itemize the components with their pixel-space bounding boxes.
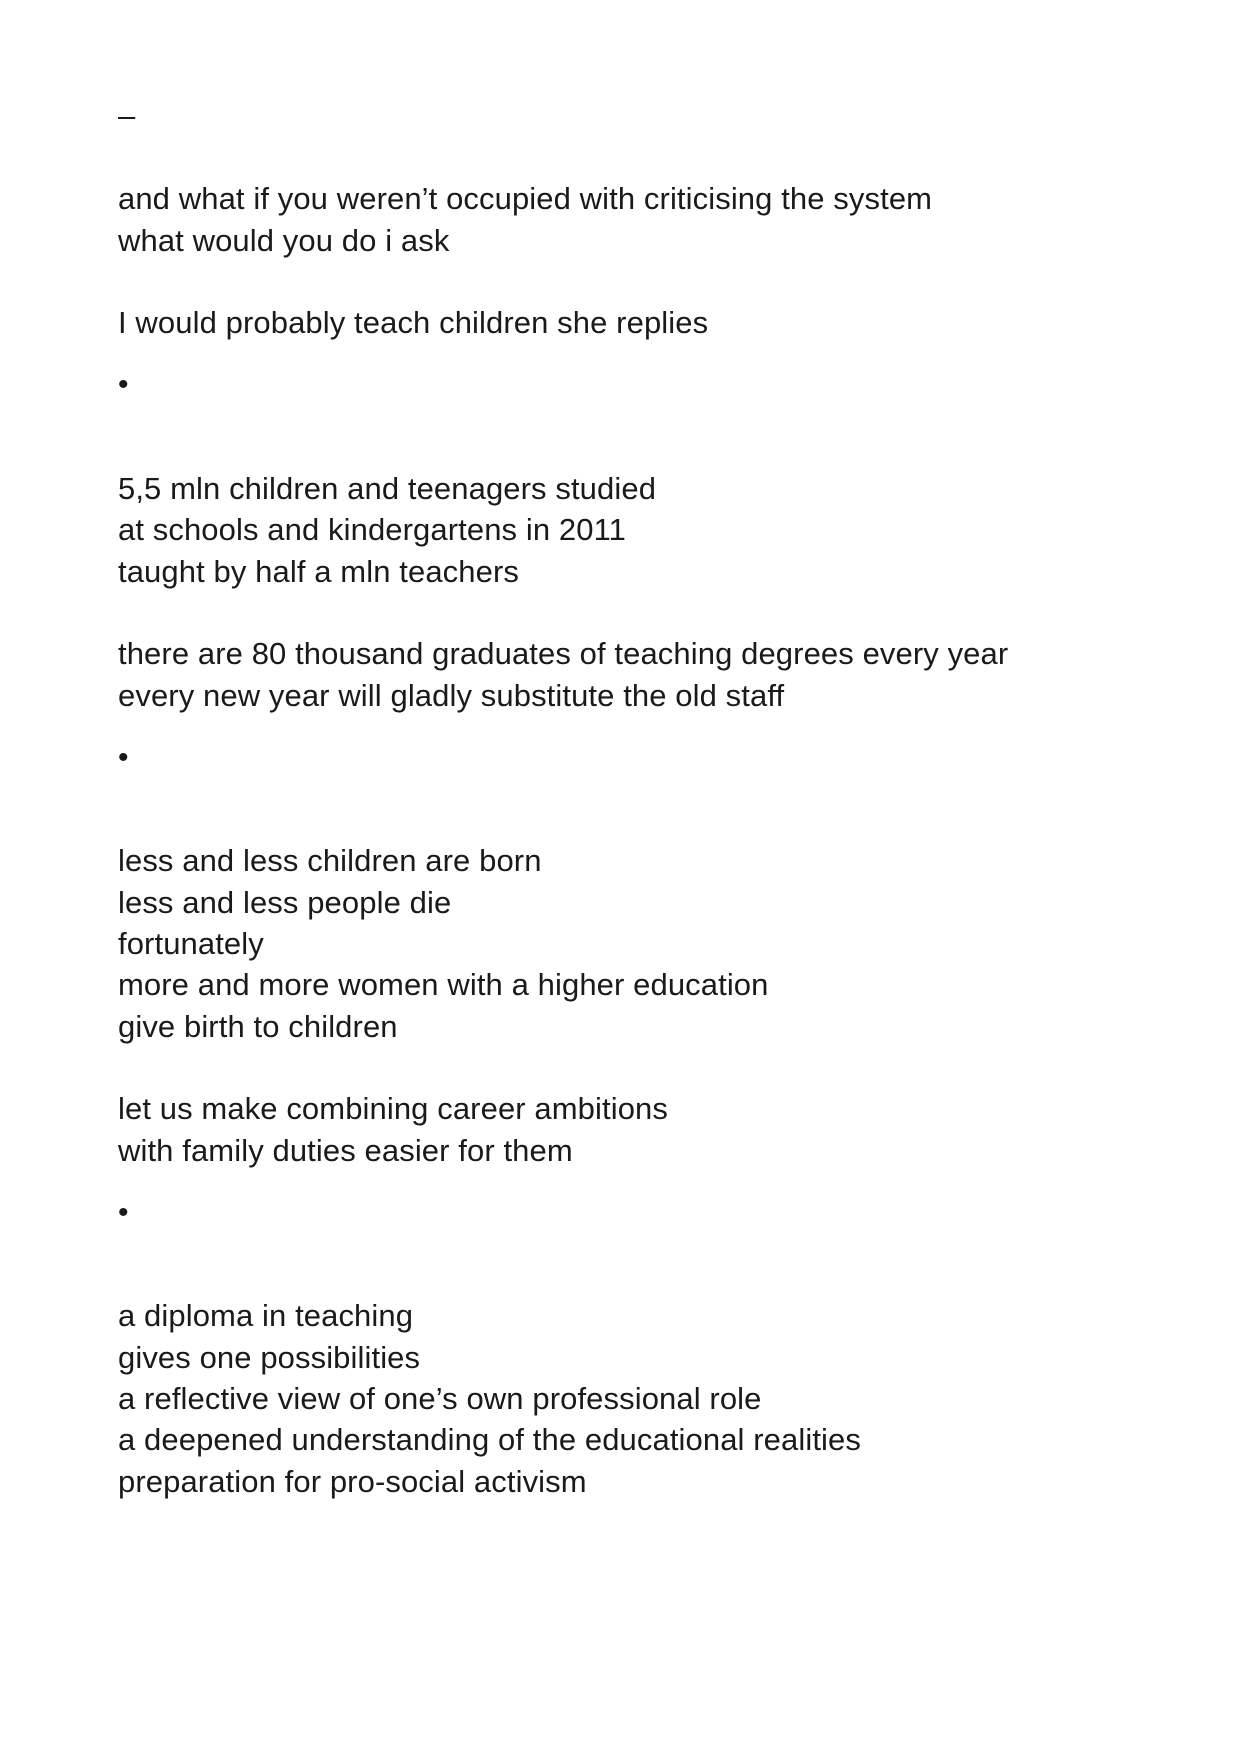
text-line: a diploma in teaching bbox=[118, 1298, 414, 1333]
text-line: fortunately bbox=[118, 926, 264, 961]
text-line: a deepened understanding of the educational realities bbox=[118, 1422, 861, 1457]
text-line: at schools and kindergartens in 2011 bbox=[118, 512, 626, 547]
text-line: give birth to children bbox=[118, 1009, 398, 1044]
text-line: 5,5 mln children and teenagers studied bbox=[118, 471, 657, 506]
text-line: preparation for pro-social activism bbox=[118, 1464, 587, 1499]
text-line: less and less children are born bbox=[118, 843, 542, 878]
section-bullet: • bbox=[118, 741, 129, 774]
text-line: with family duties easier for them bbox=[118, 1133, 573, 1168]
text-line: I would probably teach children she replies bbox=[118, 305, 709, 340]
text-line: gives one possibilities bbox=[118, 1340, 421, 1375]
section-bullet: • bbox=[118, 1196, 129, 1229]
text-line: every new year will gladly substitute the old staff bbox=[118, 678, 785, 713]
text-line: let us make combining career ambitions bbox=[118, 1091, 668, 1126]
text-line: a reflective view of one’s own professional role bbox=[118, 1381, 762, 1416]
text-line: there are 80 thousand graduates of teaching degrees every year bbox=[118, 636, 1009, 671]
text-line: and what if you weren’t occupied with criticising the system bbox=[118, 181, 933, 216]
text-line: what would you do i ask bbox=[118, 223, 450, 258]
text-line: less and less people die bbox=[118, 885, 452, 920]
section-bullet: • bbox=[118, 368, 129, 401]
text-line: more and more women with a higher education bbox=[118, 967, 769, 1002]
text-line: taught by half a mln teachers bbox=[118, 554, 519, 589]
section-dash: – bbox=[118, 98, 136, 133]
